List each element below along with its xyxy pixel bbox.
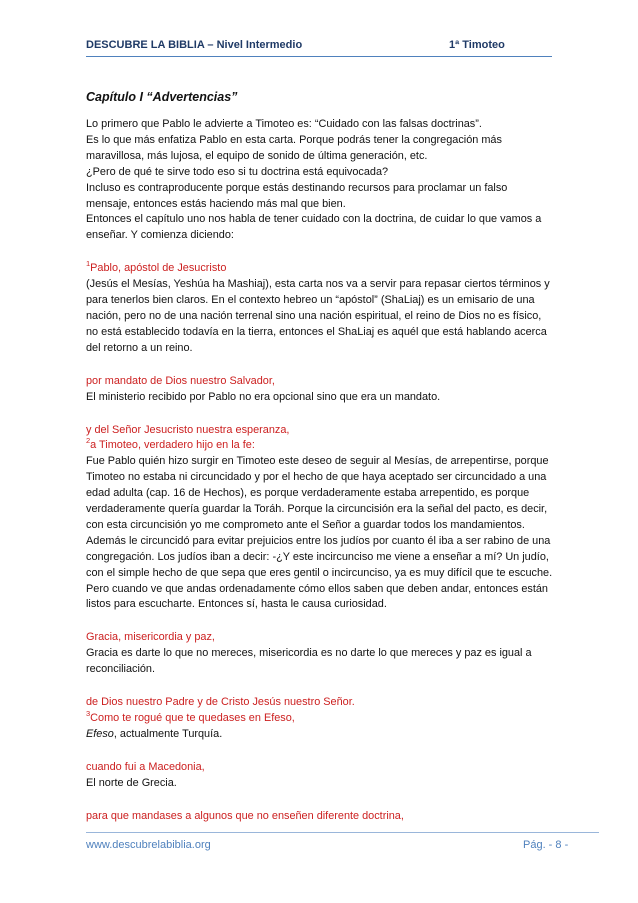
- verse-3-quote-a: de Dios nuestro Padre y de Cristo Jesús nuestro Señor.: [86, 696, 355, 709]
- intro-line: Entonces el capítulo uno nos habla de tener cuidado con la doctrina, de cuidar lo que vamos a enseñar. Y comienza diciendo:: [86, 213, 542, 242]
- verse-1-block: [86, 261, 554, 356]
- page-footer: [86, 839, 576, 851]
- gracia-quote: Gracia, misericordia y paz,: [86, 631, 215, 644]
- document-body: [86, 89, 554, 842]
- verse-number: 3: [86, 709, 91, 718]
- verse-2-comment-1: Fue Pablo quién hizo surgir en Timoteo este deseo de seguir al Mesías, de arrepentirse, porque Timoteo no estaba ni circuncidado y por el hecho de que haya aceptado ser circuncidado a una edad adulta (cap. 16 de Hechos), es porque verdaderamente estaba arrepentido, es porque verdaderamente quería guardar la Toráh. Porque la circuncisión era la señal del pacto, es decir, con esta circuncisión yo me comprometo ante el Señor a guardar todos los mandamientos.: [86, 455, 549, 531]
- mandato-quote: por mandato de Dios nuestro Salvador,: [86, 374, 275, 387]
- doctrina-quote: para que mandases a algunos que no enseñen diferente doctrina,: [86, 809, 404, 822]
- footer-divider: [86, 832, 599, 833]
- verse-2-block: [86, 423, 554, 614]
- verse-number: 1: [86, 259, 91, 269]
- verse-text: a Timoteo, verdadero hijo en la fe:: [90, 439, 255, 452]
- intro-line: Es lo que más enfatiza Pablo en esta carta. Porque podrás tener la congregación más maravillosa, más lujosa, el equipo de sonido de última generación, etc.: [86, 133, 502, 162]
- gracia-block: [86, 630, 554, 678]
- doctrina-block: [86, 809, 554, 825]
- verse-2-quote-a: y del Señor Jesucristo nuestra esperanza,: [86, 423, 290, 436]
- place-name: Efeso: [86, 727, 114, 740]
- verse-3-comment: [86, 728, 222, 740]
- mandato-block: [86, 374, 554, 406]
- intro-line: Lo primero que Pablo le advierte a Timoteo es: “Cuidado con las falsas doctrinas”.: [86, 118, 482, 130]
- intro-paragraph: [86, 117, 554, 244]
- macedonia-quote: cuando fui a Macedonia,: [86, 760, 205, 773]
- place-note: , actualmente Turquía.: [113, 727, 223, 740]
- verse-3-block: [86, 695, 554, 743]
- verse-1-quote: [86, 259, 227, 275]
- verse-text: Pablo, apóstol de Jesucristo: [90, 262, 227, 275]
- verse-2-quote-b: [86, 436, 255, 452]
- page-number: Pág. - 8 -: [523, 839, 569, 851]
- gracia-comment: Gracia es darte lo que no mereces, misericordia es no darte lo que mereces y paz es igual a reconciliación.: [86, 647, 532, 676]
- footer-website-link[interactable]: www.descubrelabiblia.org: [86, 839, 211, 851]
- verse-1-comment: (Jesús el Mesías, Yeshúa ha Mashiaj), esta carta nos va a servir para repasar ciertos términos y para tenerlos bien claros. En el contexto hebreo un “apóstol” (ShaLiaj) es un emisario de una nación, pero no de una nación terrenal sino una nación espiritual, el reino de Dios no es físico, no está establecido todavía en la tierra, entonces el ShaLiaj es aquél que está hablando acerca del retorno a un reino.: [86, 278, 550, 354]
- page-header: [86, 39, 556, 51]
- intro-line: ¿Pero de qué te sirve todo eso si tu doctrina está equivocada?: [86, 165, 389, 178]
- macedonia-block: [86, 760, 554, 792]
- chapter-title: Capítulo I “Advertencias”: [86, 90, 238, 104]
- verse-number: 2: [86, 436, 91, 446]
- verse-2-comment-2: Además le circuncidó para evitar prejuicios entre los judíos por cuanto él iba a ser rabino de una congregación. Los judíos iban a decir: -¿Y este incircunciso me viene a enseñar a mí? Un judío, con el simple hecho de que sepa que eres gentil o incircunciso, ya es muy difícil que te escuche. Pero cuando ve que andas ordenadamente cómo ellos saben que deben andar, entonces están listos para escucharte. Entonces sí, hasta le causa curiosidad.: [86, 534, 553, 611]
- verse-text: Como te rogué que te quedases en Efeso,: [90, 712, 295, 724]
- verse-3-quote-b: [86, 709, 295, 724]
- header-title: DESCUBRE LA BIBLIA – Nivel Intermedio: [86, 39, 303, 51]
- header-divider: [86, 56, 552, 57]
- mandato-comment: El ministerio recibido por Pablo no era opcional sino que era un mandato.: [86, 390, 441, 403]
- header-book: 1ª Timoteo: [449, 39, 505, 51]
- intro-line: Incluso es contraproducente porque estás destinando recursos para proclamar un falso mensaje, entonces estás haciendo más mal que bien.: [86, 181, 508, 210]
- macedonia-comment: El norte de Grecia.: [86, 776, 177, 789]
